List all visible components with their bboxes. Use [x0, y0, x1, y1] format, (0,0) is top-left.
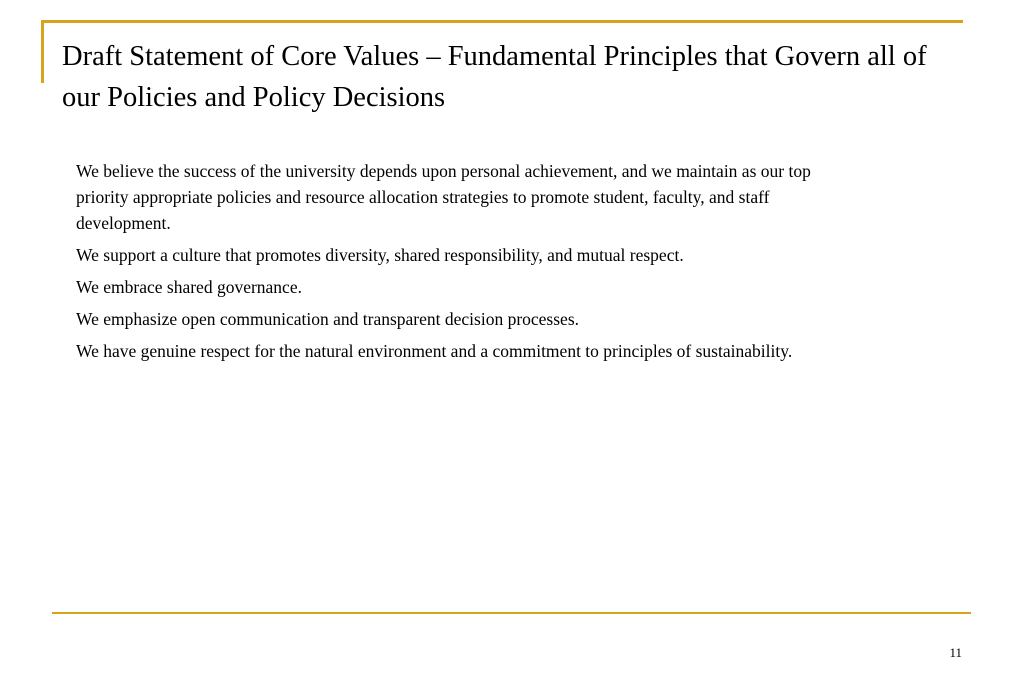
core-values-list	[76, 158, 846, 370]
core-value-statement: We emphasize open communication and transparent decision processes.	[76, 309, 580, 329]
title-accent-top-rule	[41, 20, 963, 23]
core-value-statement: We embrace shared governance.	[76, 277, 302, 297]
core-value-statement: We support a culture that promotes diversity, shared responsibility, and mutual respect.	[76, 245, 684, 265]
slide-title: Draft Statement of Core Values – Fundamental Principles that Govern all of our Policies and Policy Decisions	[62, 41, 927, 113]
title-accent-left-rule	[41, 20, 44, 83]
core-value-statement: We have genuine respect for the natural environment and a commitment to principles of sustainability.	[76, 341, 793, 361]
footer-rule	[52, 612, 971, 614]
page-number: 11	[949, 645, 962, 660]
core-value-statement: We believe the success of the university depends upon personal achievement, and we maintain as our top priority appropriate policies and resource allocation strategies to promote student, faculty, and staff development.	[76, 161, 811, 233]
